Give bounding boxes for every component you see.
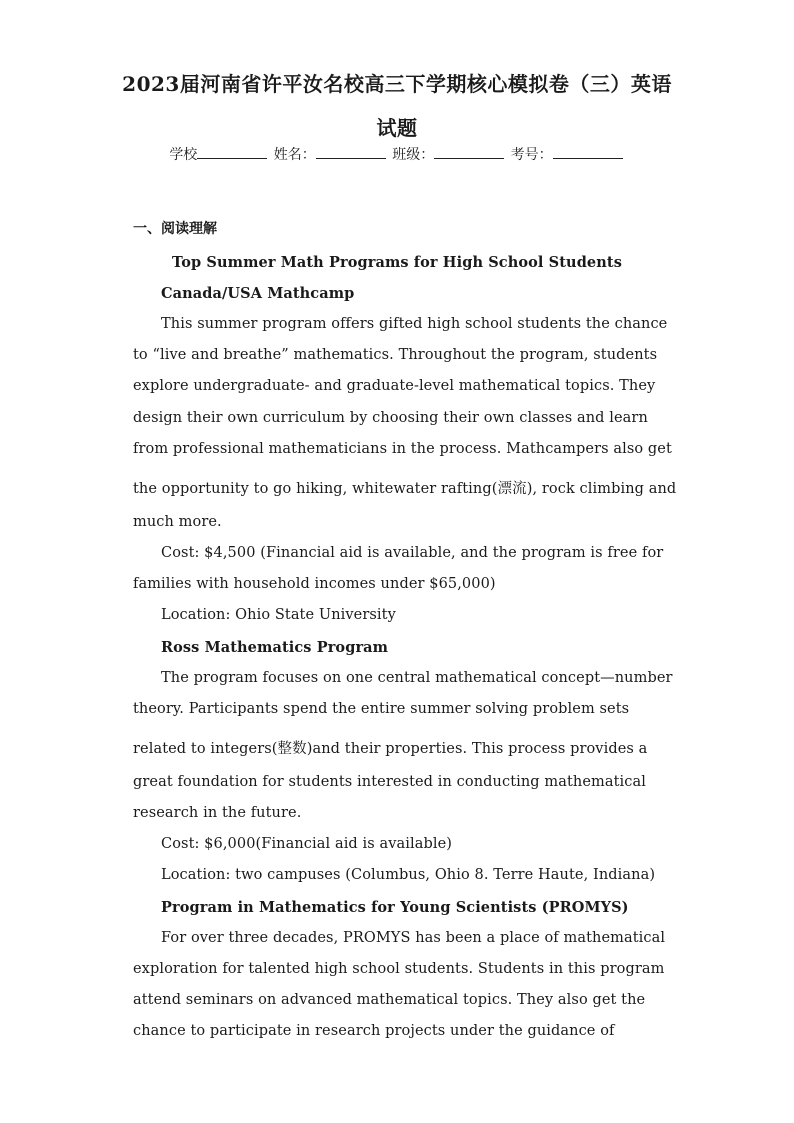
- paragraph-line: much more.: [133, 514, 222, 530]
- paragraph-line: exploration for talented high school students. Students in this program: [133, 961, 665, 977]
- article-title: Top Summer Math Programs for High School Students: [172, 254, 622, 271]
- location-line: Location: two campuses (Columbus, Ohio 8. Terre Haute, Indiana): [161, 867, 656, 883]
- paragraph-line: attend seminars on advanced mathematical topics. They also get the: [133, 992, 646, 1008]
- program-heading: Program in Mathematics for Young Scientists (PROMYS): [161, 899, 629, 916]
- document-title-line1: 2023届河南省许平汝名校高三下学期核心模拟卷（三）英语: [122, 72, 672, 96]
- paragraph-line: design their own curriculum by choosing their own classes and learn: [133, 410, 648, 426]
- paragraph-line: theory. Participants spend the entire summer solving problem sets: [133, 701, 630, 717]
- paragraph-line: related to integers(整数)and their properties. This process provides a: [133, 741, 648, 757]
- exam-number-label: 考号：: [510, 147, 553, 163]
- document-title-line2: 试题: [376, 116, 418, 140]
- paragraph-line: For over three decades, PROMYS has been a place of mathematical: [161, 930, 666, 946]
- paragraph-line: This summer program offers gifted high school students the chance: [161, 316, 668, 332]
- name-label: 姓名：: [273, 147, 316, 163]
- name-blank[interactable]: [316, 144, 386, 159]
- cost-line: Cost: $4,500 (Financial aid is available, and the program is free for: [161, 545, 664, 561]
- paragraph-line: great foundation for students interested in conducting mathematical: [133, 774, 646, 790]
- location-line: Location: Ohio State University: [161, 607, 396, 623]
- exam-number-blank[interactable]: [553, 144, 623, 159]
- paragraph-line: to “live and breathe” mathematics. Throughout the program, students: [133, 347, 658, 363]
- paragraph-line: explore undergraduate- and graduate-level mathematical topics. They: [133, 378, 656, 394]
- paragraph-line: The program focuses on one central mathematical concept—number: [161, 670, 673, 686]
- school-label: 学校: [169, 147, 198, 163]
- section-title: 一、阅读理解: [133, 221, 217, 237]
- cost-line: Cost: $6,000(Financial aid is available): [161, 836, 453, 852]
- paragraph-line: the opportunity to go hiking, whitewater rafting(漂流), rock climbing and: [133, 481, 677, 497]
- paragraph-line: chance to participate in research projects under the guidance of: [133, 1023, 615, 1039]
- paragraph-line: from professional mathematicians in the process. Mathcampers also get: [133, 441, 672, 457]
- student-info-fields: [0, 144, 794, 164]
- paragraph-line: research in the future.: [133, 805, 302, 821]
- class-label: 班级：: [392, 147, 435, 163]
- class-blank[interactable]: [434, 144, 504, 159]
- program-heading: Ross Mathematics Program: [161, 639, 389, 656]
- program-heading: Canada/USA Mathcamp: [161, 285, 355, 302]
- school-blank[interactable]: [197, 144, 267, 159]
- cost-line: families with household incomes under $65,000): [133, 576, 496, 592]
